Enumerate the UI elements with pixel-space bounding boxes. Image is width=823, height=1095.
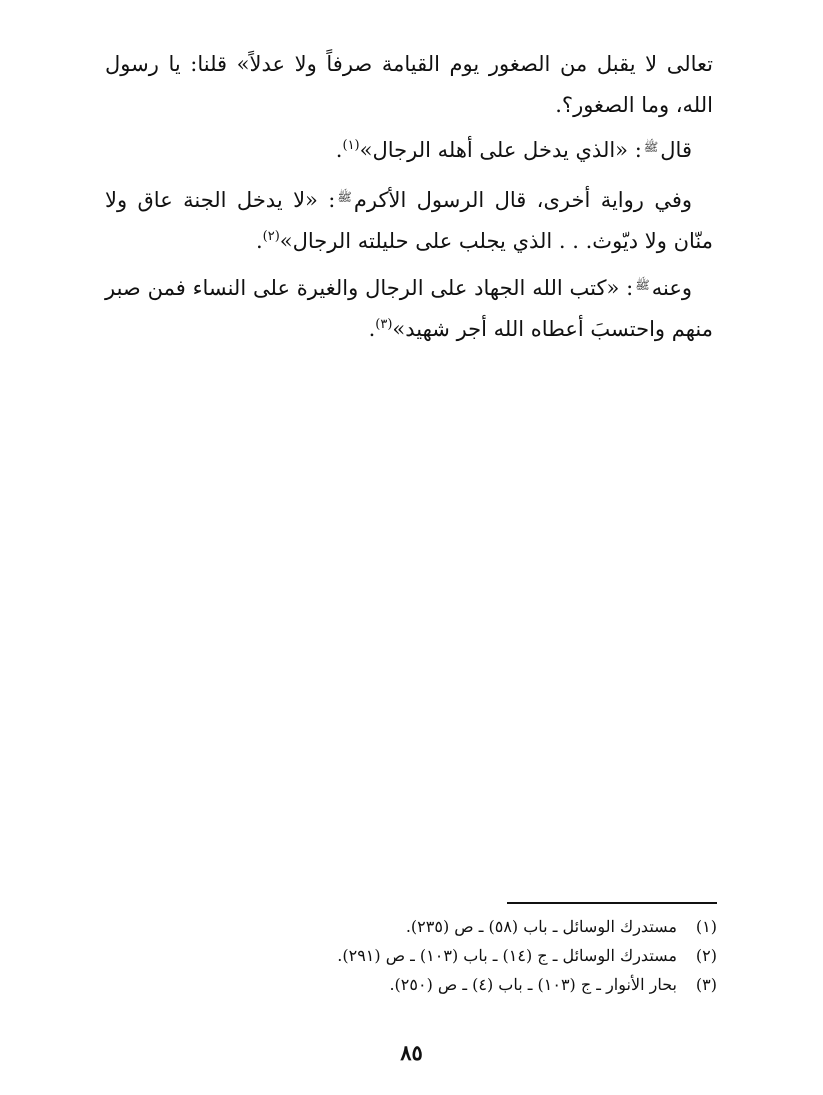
paragraph-text: تعالى لا يقبل من الصغور يوم القيامة صرفاً ولا عدلاً» قلنا: يا رسول الله، وما الصغور؟.	[105, 52, 713, 117]
hadith-quote: : «الذي يدخل على أهله الرجال»	[359, 138, 642, 162]
paragraph-end: .	[255, 229, 263, 253]
footnote-item	[157, 941, 717, 970]
footnote-text: مستدرك الوسائل ـ ج (١٤) ـ باب (١٠٣) ـ ص (٢٩١).	[337, 946, 677, 965]
salawat-honorific-icon: ﷺ	[337, 190, 352, 204]
salawat-honorific-icon: ﷺ	[635, 278, 650, 292]
footnote-item	[157, 970, 717, 999]
footnote-number: (٢)	[695, 946, 717, 965]
footnote-number: (٣)	[695, 975, 717, 994]
paragraph-end: .	[368, 317, 376, 341]
footnote-ref-2[interactable]: (٢)	[262, 229, 280, 244]
footnote-item	[157, 912, 717, 941]
paragraph-hadith-2	[105, 180, 713, 262]
footnotes	[157, 912, 717, 999]
page-number: ٨٥	[400, 1040, 423, 1065]
footnote-text: مستدرك الوسائل ـ باب (٥٨) ـ ص (٢٣٥).	[405, 917, 677, 936]
paragraph-end: .	[335, 138, 343, 162]
hadith-quote: : «لا يدخل الجنة عاق ولا منّان ولا ديّوث. . . الذي يجلب على حليلته الرجال»	[105, 188, 713, 253]
paragraph-text	[105, 180, 713, 262]
paragraph-lead: وفي رواية أخرى، قال الرسول الأكرم	[353, 188, 692, 212]
paragraph-text	[105, 268, 713, 350]
paragraph-hadith-1	[105, 130, 713, 171]
paragraph-continuation	[105, 44, 713, 126]
salawat-honorific-icon: ﷺ	[643, 140, 659, 154]
footnote-ref-3[interactable]: (٣)	[375, 317, 393, 332]
footnote-divider	[507, 902, 717, 904]
hadith-quote: : «كتب الله الجهاد على الرجال والغيرة على النساء فمن صبر منهم واحتسبَ أعطاه الله أجر شهيد»	[105, 276, 713, 341]
footnote-number: (١)	[695, 917, 717, 936]
footnote-ref-1[interactable]: (١)	[342, 138, 360, 153]
paragraph-hadith-3	[105, 268, 713, 350]
paragraph-text	[105, 130, 713, 171]
footnote-text: بحار الأنوار ـ ج (١٠٣) ـ باب (٤) ـ ص (٢٥٠).	[389, 975, 677, 994]
paragraph-lead: قال	[660, 138, 692, 162]
paragraph-lead: وعنه	[651, 276, 692, 300]
